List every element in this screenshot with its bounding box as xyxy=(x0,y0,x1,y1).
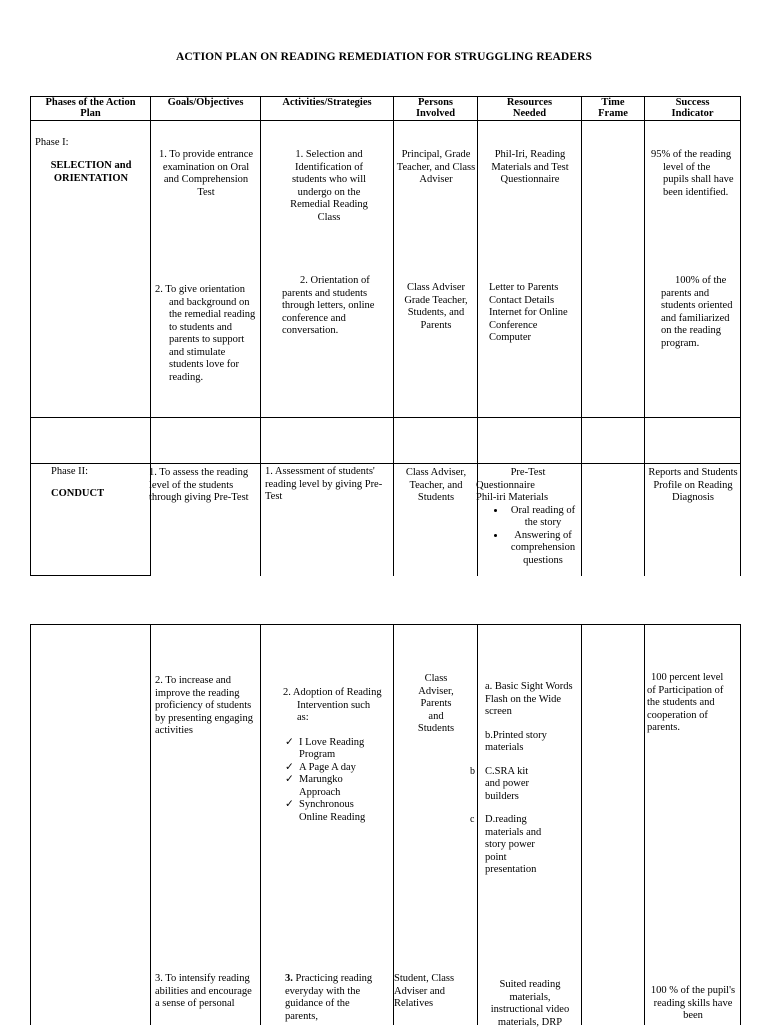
phase2-activity-3-number: 3. xyxy=(285,973,293,984)
phase2-activity-3-text: Practicing reading everyday with the guidance of the parents, xyxy=(285,973,373,1022)
list-item: ✓ Synchronous Online Reading xyxy=(299,799,383,824)
phase1-indicator-2-text: 100% of the parents and students oriented and familiarized on the reading program. xyxy=(661,275,733,349)
phase2-name: CONDUCT xyxy=(51,488,105,499)
phase2-resources-3: Suited reading materials, instructional video materials, DRP xyxy=(490,979,570,1028)
activities-cell xyxy=(261,464,394,576)
phase2-indicator-2 xyxy=(647,672,727,735)
phase2-activity-2-checklist xyxy=(283,737,383,825)
phase2-resources-questionnaire: Questionnaire xyxy=(476,479,535,491)
header-resources: Resources Needed xyxy=(478,97,582,121)
document-title: ACTION PLAN ON READING REMEDIATION FOR STRUGGLING READERS xyxy=(175,51,593,63)
phase1-resources-2: Letter to Parents Contact Details Internet for Online Conference Computer xyxy=(489,282,568,343)
list-item: ✓ A Page A day xyxy=(299,762,383,775)
phase2-resources-bullets xyxy=(476,505,580,568)
phase1-activity-2: 2. Orientation of parents and students through letters, online conference and conversation. xyxy=(282,275,375,336)
persons-cell xyxy=(394,121,478,418)
phase2-persons-3: Student, Class Adviser and Relatives xyxy=(394,973,455,1009)
phase2-indicator-2-text: 100 percent level of Participation of the students and cooperation of parents. xyxy=(647,672,724,733)
phase1-label: Phase I: xyxy=(35,137,69,148)
phase2-indicator-3: 100 % of the pupil's reading skills have been xyxy=(650,985,736,1021)
spacer-cell xyxy=(151,418,261,464)
spacer-cell xyxy=(394,418,478,464)
phase2-resources-philiri: Phil-iri Materials xyxy=(476,492,549,503)
header-row xyxy=(31,97,741,121)
phase2-activity-1: 1. Assessment of students' reading level by giving Pre-Test xyxy=(265,466,383,502)
list-text: D.reading materials and story power point presentation xyxy=(485,814,542,875)
phase1-indicator-1 xyxy=(651,149,737,199)
phase2-goal-2: 2. To increase and improve the reading proficiency of students by presenting engaging activities xyxy=(155,675,253,736)
header-persons: Persons Involved xyxy=(394,97,478,121)
persons-cell xyxy=(394,464,478,576)
goals-cell xyxy=(151,625,261,1025)
action-plan-table-page1 xyxy=(30,96,741,576)
phase-cell xyxy=(31,121,151,418)
phase2-goal-1: 1. To assess the reading level of the students through giving Pre-Test xyxy=(149,467,249,503)
phase1-goal-1: 1. To provide entrance examination on Oral and Comprehension Test xyxy=(158,149,254,198)
spacer-cell xyxy=(478,418,582,464)
phase1-goal-2 xyxy=(155,284,259,384)
phase1-persons-1: Principal, Grade Teacher, and Class Adviser xyxy=(396,149,476,185)
list-item: ✓ Marungko Approach xyxy=(299,774,383,799)
phase2-resources-2 xyxy=(470,681,576,877)
phase2-label: Phase II: xyxy=(51,466,89,477)
phase1-indicator-2 xyxy=(661,275,733,350)
header-goals: Goals/Objectives xyxy=(151,97,261,121)
header-success-indicator: Success Indicator xyxy=(645,97,741,121)
phase1-persons-2: Class Adviser Grade Teacher, Students, and Parents xyxy=(404,282,468,331)
table-row xyxy=(31,625,741,1025)
table-row xyxy=(31,121,741,418)
indicator-cell xyxy=(645,121,741,418)
phase1-goal-2-text: 2. To give orientation and background on the remedial reading to students and parents to support and stimulate students love for reading. xyxy=(155,284,256,383)
resources-cell xyxy=(478,464,582,576)
list-marker: c xyxy=(470,814,475,825)
list-marker xyxy=(470,730,483,755)
spacer-cell xyxy=(582,418,645,464)
activities-cell xyxy=(261,625,394,1025)
activities-cell xyxy=(261,121,394,418)
phase2-activity-2-intro: 2. Adoption of Reading Intervention such as: xyxy=(283,687,382,723)
time-frame-cell xyxy=(582,464,645,576)
list-item: • Oral reading of the story xyxy=(506,505,580,530)
goals-cell xyxy=(151,121,261,418)
spacer-cell xyxy=(645,418,741,464)
phase-cell xyxy=(31,625,151,1025)
phase-cell xyxy=(31,464,151,576)
list-text: b.Printed story materials xyxy=(485,729,547,753)
list-text: C.SRA kit and power builders xyxy=(485,765,530,802)
list-item: ✓ I Love Reading Program xyxy=(299,737,383,762)
time-frame-cell xyxy=(582,121,645,418)
phase1-resources-1: Phil-Iri, Reading Materials and Test Questionnaire xyxy=(491,149,569,185)
indicator-cell xyxy=(645,625,741,1025)
list-marker xyxy=(470,681,483,719)
list-item: • Answering of comprehension questions xyxy=(506,530,580,568)
list-item xyxy=(470,681,576,719)
action-plan-table-page2 xyxy=(30,624,741,1028)
list-item xyxy=(470,730,576,755)
resources-cell xyxy=(470,625,582,1028)
spacer-row xyxy=(31,418,741,464)
phase2-persons-1: Class Adviser, Teacher, and Students xyxy=(405,467,467,503)
phase1-indicator-1-text: 95% of the reading level of the pupils shall have been identified. xyxy=(651,149,734,198)
list-text: a. Basic Sight Words Flash on the Wide screen xyxy=(485,681,573,717)
phase2-activity-2 xyxy=(283,687,383,824)
persons-cell xyxy=(394,625,478,1025)
list-marker: b xyxy=(470,765,475,777)
phase2-goal-3: 3. To intensify reading abilities and encourage a sense of personal xyxy=(155,973,252,1009)
phase2-persons-2: Class Adviser, Parents and Students xyxy=(417,673,455,734)
header-time-frame: Time Frame xyxy=(582,97,645,121)
phase2-resources-1 xyxy=(476,467,580,567)
goals-cell xyxy=(151,464,261,576)
list-item xyxy=(470,814,576,877)
spacer-cell xyxy=(261,418,394,464)
indicator-cell xyxy=(645,464,741,576)
table-row xyxy=(31,464,741,576)
spacer-cell xyxy=(31,418,151,464)
resources-cell xyxy=(478,121,582,418)
phase2-activity-3 xyxy=(285,973,385,1023)
list-item xyxy=(470,766,576,804)
phase2-indicator-1: Reports and Students Profile on Reading Diagnosis xyxy=(648,467,738,503)
header-phases: Phases of the Action Plan xyxy=(31,97,151,121)
header-activities: Activities/Strategies xyxy=(261,97,394,121)
phase2-resources-pretest: Pre-Test xyxy=(510,467,546,478)
phase1-name: SELECTION and ORIENTATION xyxy=(50,160,132,184)
phase1-activity-1: 1. Selection and Identification of students who will undergo on the Remedial Reading Class xyxy=(290,149,368,223)
time-frame-cell xyxy=(582,625,645,1025)
